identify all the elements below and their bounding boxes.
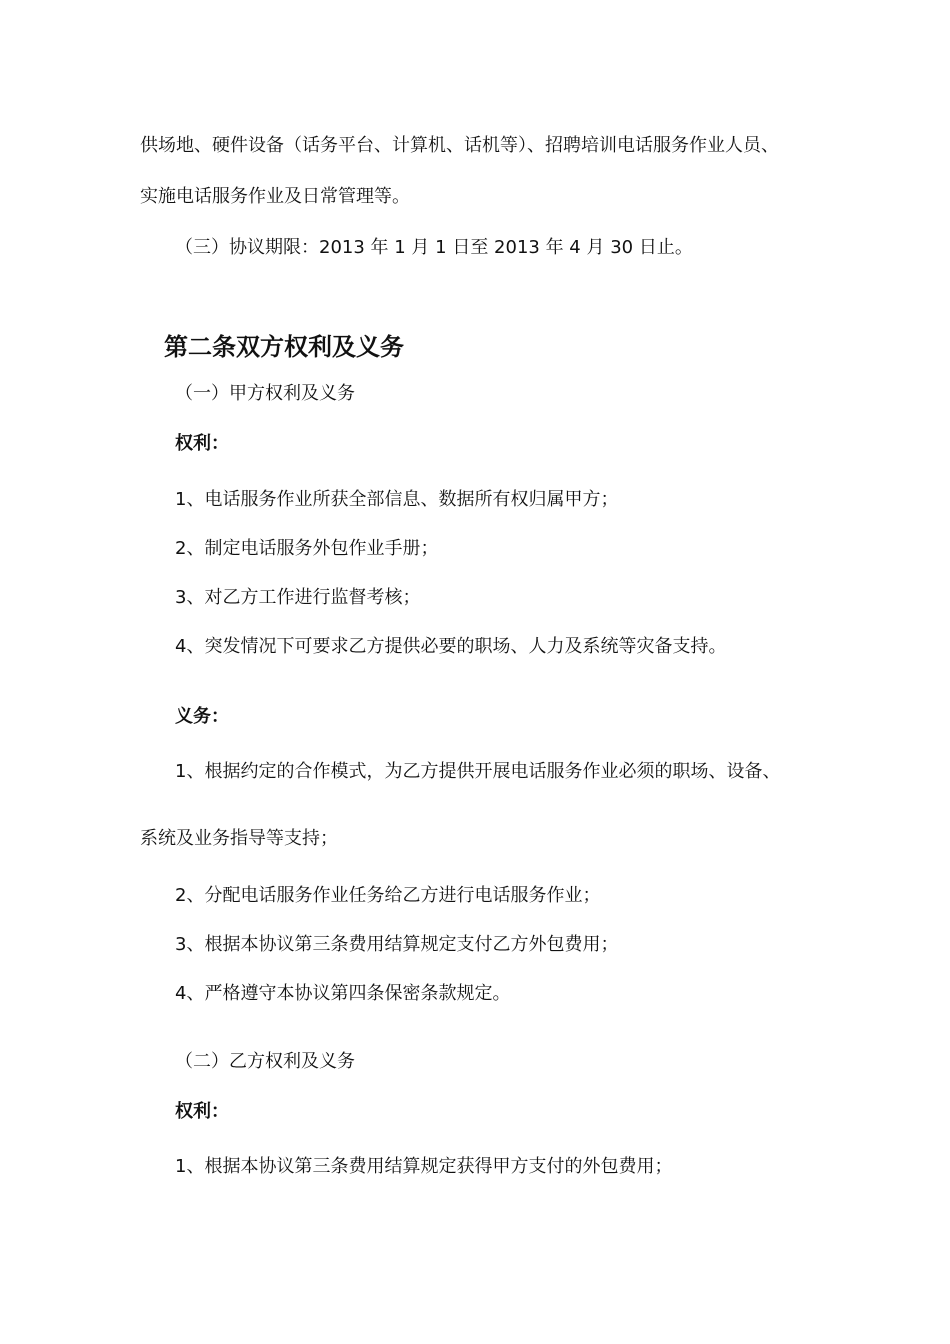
list-item: 1、根据本协议第三条费用结算规定获得甲方支付的外包费用； <box>175 1156 673 1177</box>
section-heading-party-b: （二）乙方权利及义务 <box>175 1051 355 1072</box>
list-item: 4、突发情况下可要求乙方提供必要的职场、人力及系统等灾备支持。 <box>175 636 727 657</box>
list-item: 1、电话服务作业所获全部信息、数据所有权归属甲方； <box>175 489 619 510</box>
term-clause: （三）协议期限：2013 年 1 月 1 日至 2013 年 4 月 30 日止。 <box>175 237 693 258</box>
duties-label: 义务： <box>175 706 229 727</box>
list-item: 2、制定电话服务外包作业手册； <box>175 538 439 559</box>
section-heading-party-a: （一）甲方权利及义务 <box>175 383 355 404</box>
list-item: 3、根据本协议第三条费用结算规定支付乙方外包费用； <box>175 934 619 955</box>
list-item: 1、根据约定的合作模式，为乙方提供开展电话服务作业必须的职场、设备、 <box>175 761 781 782</box>
list-item: 3、对乙方工作进行监督考核； <box>175 587 421 608</box>
list-item-continuation: 系统及业务指导等支持； <box>140 828 338 849</box>
list-item: 2、分配电话服务作业任务给乙方进行电话服务作业； <box>175 885 601 906</box>
paragraph-line: 供场地、硬件设备（话务平台、计算机、话机等）、招聘培训电话服务作业人员、 <box>140 135 779 156</box>
list-item: 4、严格遵守本协议第四条保密条款规定。 <box>175 983 511 1004</box>
rights-label: 权利： <box>175 1101 229 1122</box>
rights-label: 权利： <box>175 433 229 454</box>
paragraph-line: 实施电话服务作业及日常管理等。 <box>140 186 410 207</box>
article-title: 第二条双方权利及义务 <box>164 333 404 361</box>
